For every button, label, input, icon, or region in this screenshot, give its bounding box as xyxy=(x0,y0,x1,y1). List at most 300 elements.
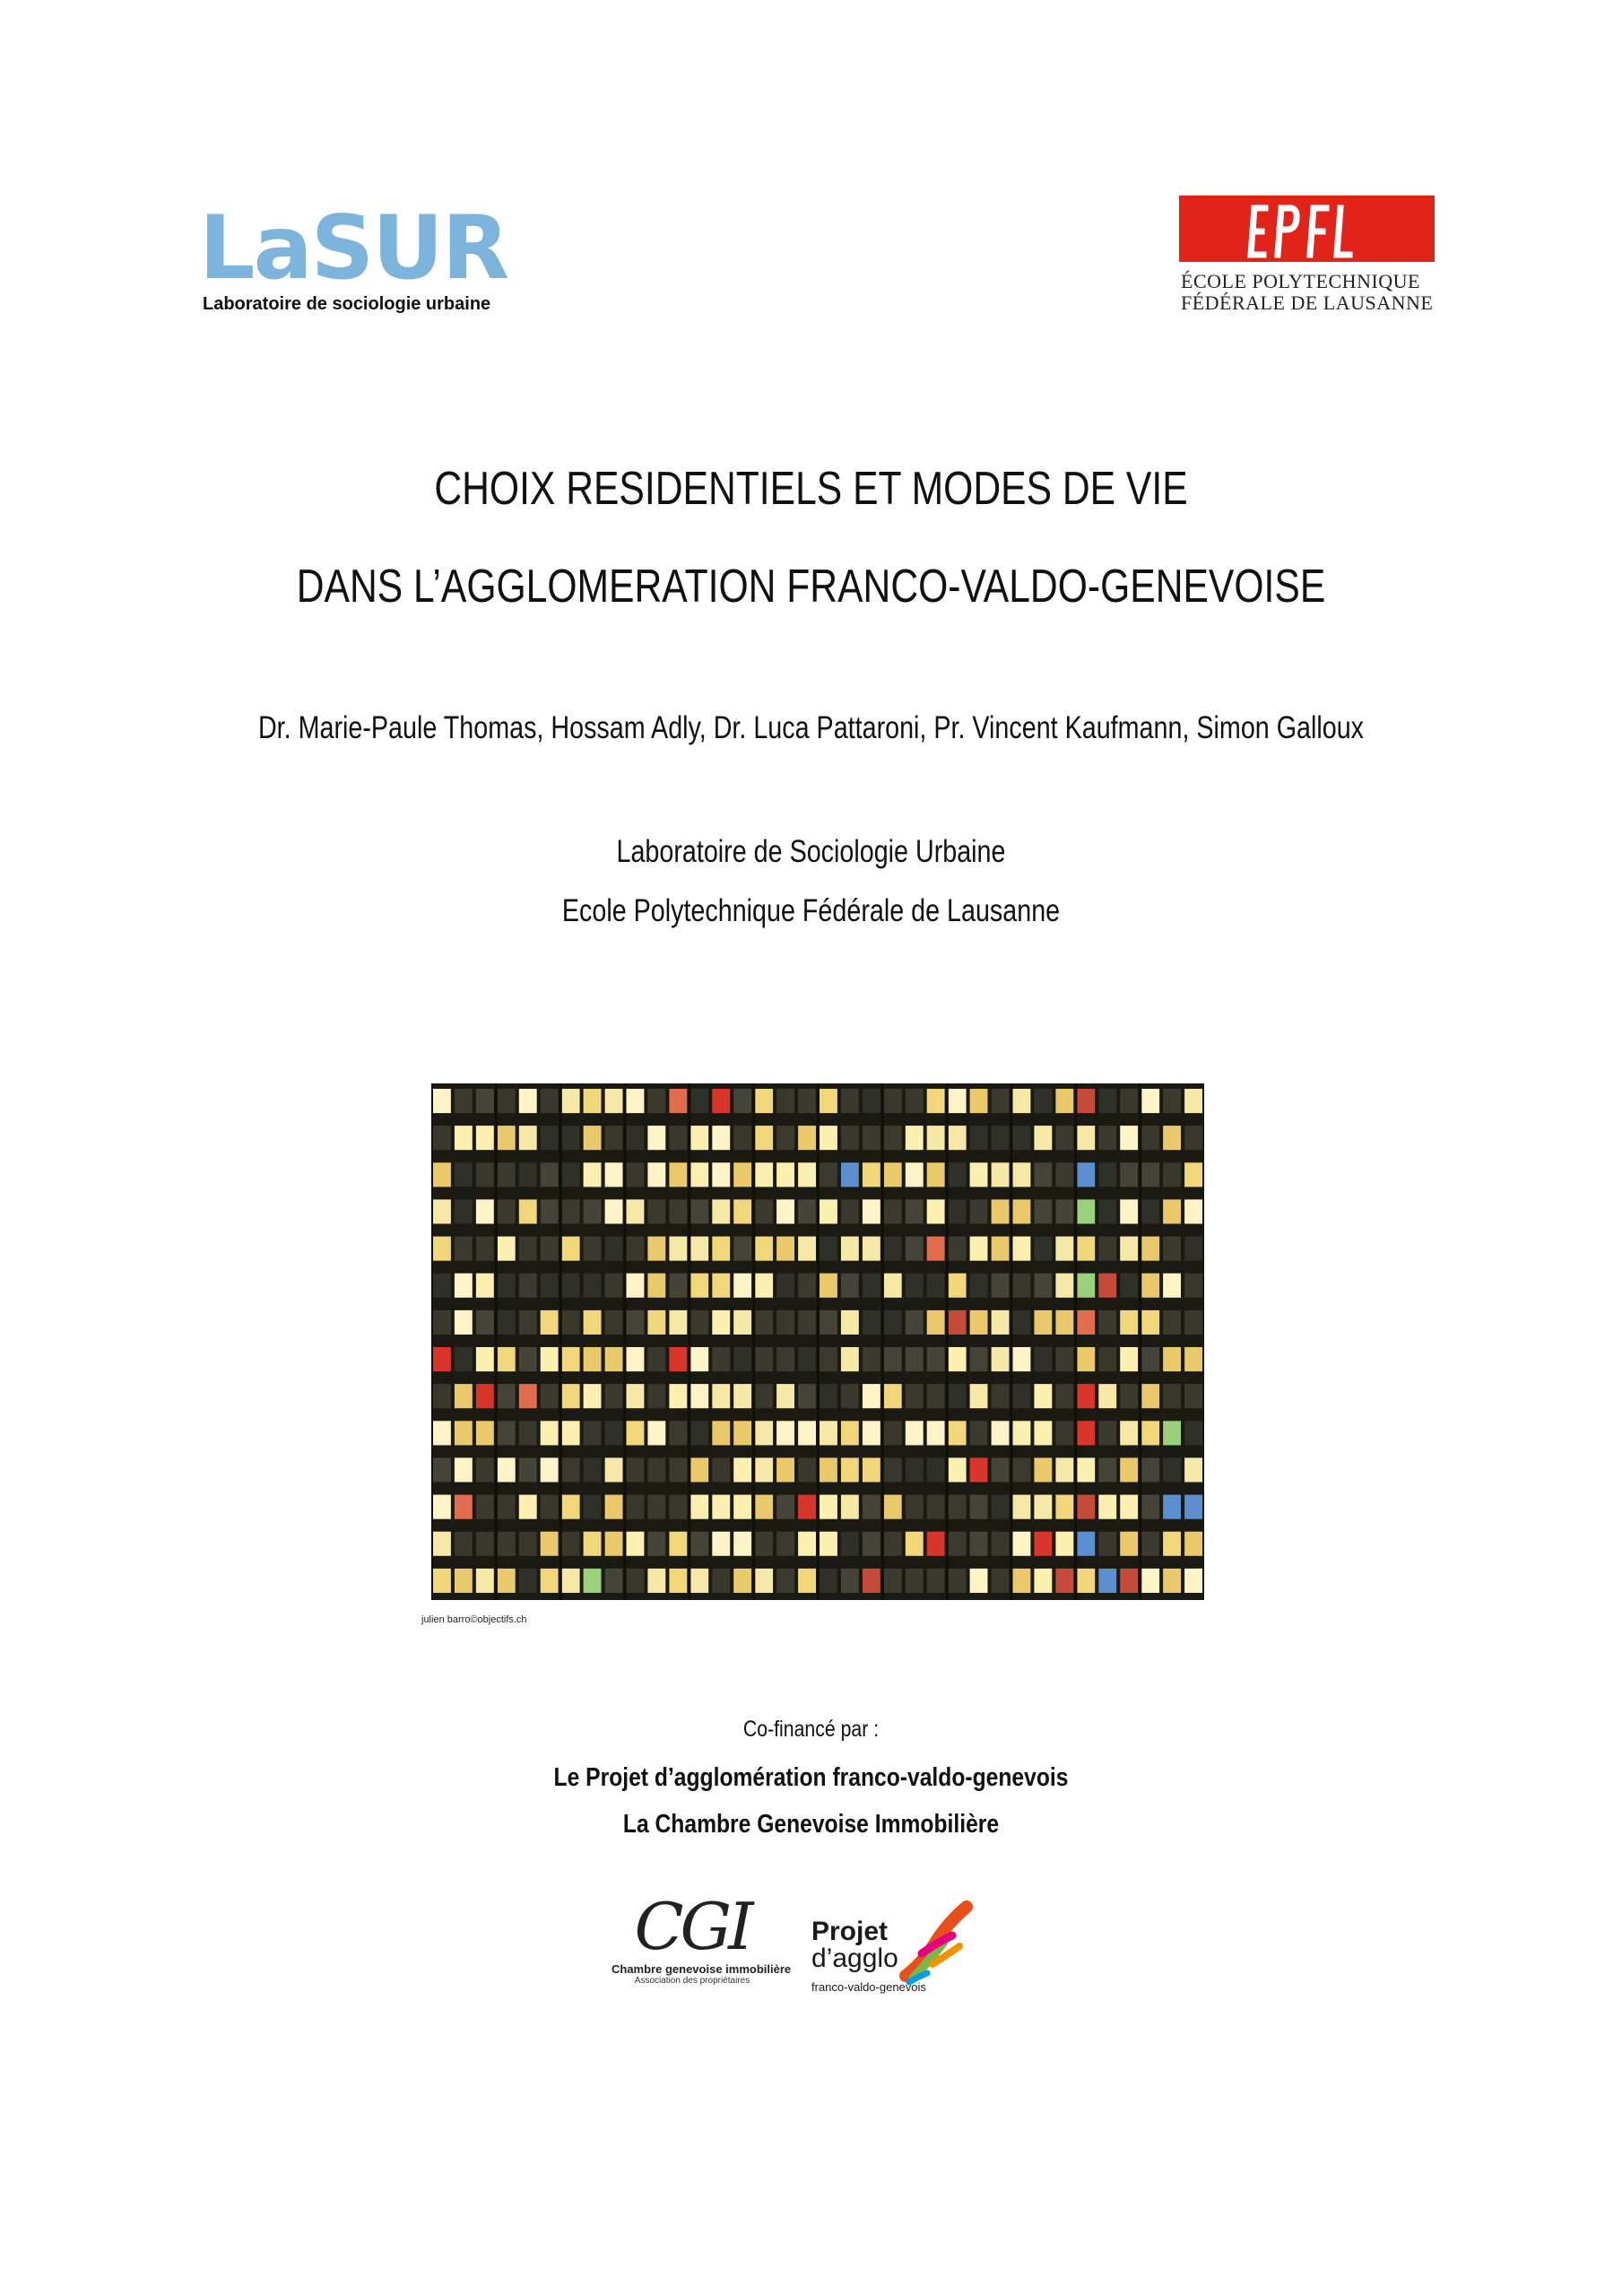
window-pane xyxy=(519,1457,537,1482)
window-pane xyxy=(1098,1237,1116,1261)
window-pane xyxy=(712,1274,730,1298)
window-pane xyxy=(1184,1495,1202,1519)
window-pane xyxy=(841,1199,859,1223)
window-pane xyxy=(1141,1347,1159,1371)
window-pane xyxy=(949,1237,967,1261)
window-pane xyxy=(690,1310,708,1335)
epfl-logo-mark xyxy=(1179,196,1435,262)
window-pane xyxy=(1163,1310,1181,1335)
window-pane xyxy=(884,1532,902,1556)
window-pane xyxy=(455,1421,473,1445)
window-pane xyxy=(733,1495,751,1519)
window-pane xyxy=(498,1089,516,1113)
window-pane xyxy=(755,1495,773,1519)
window-pane xyxy=(970,1569,988,1593)
window-pane xyxy=(970,1126,988,1150)
window-pane xyxy=(755,1199,773,1223)
window-pane xyxy=(992,1126,1010,1150)
window-pane xyxy=(455,1237,473,1261)
window-pane xyxy=(1013,1569,1031,1593)
window-pane xyxy=(1055,1199,1073,1223)
document-title-line2: DANS L’AGGLOMERATION FRANCO-VALDO-GENEVOISE xyxy=(296,561,1326,613)
window-pane xyxy=(733,1421,751,1445)
window-pane xyxy=(970,1199,988,1223)
window-pane xyxy=(733,1457,751,1482)
window-pane xyxy=(519,1274,537,1298)
window-pane xyxy=(647,1237,665,1261)
window-pane xyxy=(669,1495,687,1519)
facade-mullion xyxy=(1010,1083,1013,1600)
window-pane xyxy=(992,1310,1010,1335)
window-pane xyxy=(1034,1274,1052,1298)
window-pane xyxy=(820,1237,837,1261)
window-pane xyxy=(992,1274,1010,1298)
window-pane xyxy=(1184,1457,1202,1482)
window-pane xyxy=(1120,1199,1138,1223)
window-pane xyxy=(1013,1421,1031,1445)
window-pane xyxy=(498,1421,516,1445)
window-pane xyxy=(755,1237,773,1261)
window-pane xyxy=(733,1126,751,1150)
window-pane xyxy=(755,1532,773,1556)
window-pane xyxy=(1120,1237,1138,1261)
window-pane xyxy=(1120,1532,1138,1556)
facade-mullion xyxy=(559,1083,562,1600)
epfl-logo xyxy=(1179,196,1435,314)
window-pane xyxy=(433,1569,451,1593)
authors: Dr. Marie-Paule Thomas, Hossam Adly, Dr. Luca Pattaroni, Pr. Vincent Kaufmann, Simon Galloux xyxy=(257,710,1365,745)
window-pane xyxy=(519,1347,537,1371)
window-pane xyxy=(1120,1274,1138,1298)
window-pane xyxy=(1034,1162,1052,1187)
window-pane xyxy=(776,1495,794,1519)
window-pane xyxy=(970,1089,988,1113)
window-pane xyxy=(562,1532,580,1556)
window-pane xyxy=(863,1384,880,1408)
window-pane xyxy=(1013,1089,1031,1113)
window-pane xyxy=(1098,1089,1116,1113)
window-pane xyxy=(755,1126,773,1150)
window-pane xyxy=(627,1199,645,1223)
window-pane xyxy=(584,1162,602,1187)
window-pane xyxy=(1013,1495,1031,1519)
window-pane xyxy=(476,1569,494,1593)
window-pane xyxy=(1098,1495,1116,1519)
window-pane xyxy=(605,1569,623,1593)
window-pane xyxy=(562,1495,580,1519)
window-pane xyxy=(841,1421,859,1445)
window-pane xyxy=(906,1384,924,1408)
window-pane xyxy=(1163,1089,1181,1113)
window-pane xyxy=(690,1457,708,1482)
window-pane xyxy=(1034,1089,1052,1113)
lasur-logo-subtitle: Laboratoire de sociologie urbaine xyxy=(203,294,491,314)
window-pane xyxy=(605,1421,623,1445)
window-pane xyxy=(798,1089,816,1113)
window-pane xyxy=(519,1532,537,1556)
facade-mullion xyxy=(495,1083,498,1600)
window-pane xyxy=(647,1162,665,1187)
window-pane xyxy=(712,1457,730,1482)
window-pane xyxy=(455,1126,473,1150)
window-pane xyxy=(884,1199,902,1223)
window-pane xyxy=(690,1347,708,1371)
window-pane xyxy=(584,1089,602,1113)
window-pane xyxy=(1184,1274,1202,1298)
window-pane xyxy=(798,1274,816,1298)
window-pane xyxy=(863,1347,880,1371)
window-pane xyxy=(927,1199,945,1223)
window-pane xyxy=(562,1421,580,1445)
window-pane xyxy=(906,1569,924,1593)
window-pane xyxy=(605,1457,623,1482)
window-pane xyxy=(1184,1237,1202,1261)
window-pane xyxy=(820,1126,837,1150)
window-pane xyxy=(562,1457,580,1482)
window-pane xyxy=(690,1421,708,1445)
window-pane xyxy=(712,1384,730,1408)
window-pane xyxy=(605,1199,623,1223)
window-pane xyxy=(627,1457,645,1482)
window-pane xyxy=(562,1162,580,1187)
window-pane xyxy=(1141,1126,1159,1150)
window-pane xyxy=(1055,1532,1073,1556)
window-pane xyxy=(1077,1237,1095,1261)
window-pane xyxy=(1098,1569,1116,1593)
window-pane xyxy=(541,1421,559,1445)
window-pane xyxy=(1098,1347,1116,1371)
window-pane xyxy=(1013,1384,1031,1408)
window-pane xyxy=(647,1199,665,1223)
window-pane xyxy=(433,1199,451,1223)
window-pane xyxy=(1184,1310,1202,1335)
facade-mullion xyxy=(946,1083,949,1600)
window-pane xyxy=(627,1274,645,1298)
window-pane xyxy=(498,1532,516,1556)
window-pane xyxy=(433,1162,451,1187)
window-pane xyxy=(841,1457,859,1482)
window-pane xyxy=(519,1495,537,1519)
window-pane xyxy=(584,1532,602,1556)
window-pane xyxy=(733,1199,751,1223)
window-pane xyxy=(1163,1347,1181,1371)
window-pane xyxy=(798,1310,816,1335)
window-pane xyxy=(1184,1199,1202,1223)
window-pane xyxy=(1120,1457,1138,1482)
facade-mullion xyxy=(688,1083,690,1600)
window-pane xyxy=(455,1532,473,1556)
window-pane xyxy=(884,1384,902,1408)
cgi-logo-name: Chambre genevoise immobilière xyxy=(612,1962,792,1976)
window-pane xyxy=(584,1347,602,1371)
window-pane xyxy=(755,1384,773,1408)
window-pane xyxy=(562,1569,580,1593)
window-pane xyxy=(755,1457,773,1482)
window-pane xyxy=(906,1274,924,1298)
window-pane xyxy=(669,1457,687,1482)
window-pane xyxy=(1141,1199,1159,1223)
window-pane xyxy=(906,1310,924,1335)
window-pane xyxy=(1034,1421,1052,1445)
window-pane xyxy=(562,1237,580,1261)
window-pane xyxy=(841,1495,859,1519)
epfl-logo-letters-icon xyxy=(1179,196,1435,262)
window-pane xyxy=(798,1495,816,1519)
window-pane xyxy=(476,1384,494,1408)
window-pane xyxy=(1055,1495,1073,1519)
window-pane xyxy=(498,1347,516,1371)
window-pane xyxy=(1055,1162,1073,1187)
window-pane xyxy=(841,1532,859,1556)
window-pane xyxy=(970,1237,988,1261)
window-pane xyxy=(519,1199,537,1223)
window-pane xyxy=(498,1310,516,1335)
window-pane xyxy=(820,1421,837,1445)
window-pane xyxy=(798,1421,816,1445)
window-pane xyxy=(884,1162,902,1187)
window-pane xyxy=(712,1347,730,1371)
cofinance-label: Co-financé par : xyxy=(742,1717,880,1742)
window-pane xyxy=(776,1162,794,1187)
window-pane xyxy=(1098,1310,1116,1335)
window-pane xyxy=(992,1421,1010,1445)
window-pane xyxy=(884,1089,902,1113)
window-pane xyxy=(1184,1162,1202,1187)
window-pane xyxy=(627,1126,645,1150)
window-pane xyxy=(1141,1532,1159,1556)
window-pane xyxy=(820,1274,837,1298)
window-pane xyxy=(863,1310,880,1335)
window-pane xyxy=(863,1126,880,1150)
window-pane xyxy=(798,1569,816,1593)
window-pane xyxy=(863,1237,880,1261)
window-pane xyxy=(755,1274,773,1298)
window-pane xyxy=(1098,1126,1116,1150)
window-pane xyxy=(476,1162,494,1187)
window-pane xyxy=(841,1089,859,1113)
window-pane xyxy=(669,1199,687,1223)
window-pane xyxy=(519,1384,537,1408)
window-pane xyxy=(1077,1347,1095,1371)
window-pane xyxy=(1055,1569,1073,1593)
window-pane xyxy=(1013,1532,1031,1556)
facade-mullion xyxy=(817,1083,820,1600)
window-pane xyxy=(498,1384,516,1408)
window-pane xyxy=(1163,1162,1181,1187)
window-pane xyxy=(455,1162,473,1187)
window-pane xyxy=(1034,1237,1052,1261)
window-pane xyxy=(884,1126,902,1150)
epfl-logo-line1: ÉCOLE POLYTECHNIQUE xyxy=(1181,270,1420,292)
window-pane xyxy=(841,1274,859,1298)
window-pane xyxy=(498,1126,516,1150)
window-pane xyxy=(690,1126,708,1150)
window-pane xyxy=(1034,1532,1052,1556)
window-pane xyxy=(755,1347,773,1371)
window-pane xyxy=(970,1532,988,1556)
window-pane xyxy=(1098,1384,1116,1408)
window-pane xyxy=(992,1237,1010,1261)
window-pane xyxy=(712,1126,730,1150)
window-pane xyxy=(927,1237,945,1261)
window-pane xyxy=(584,1126,602,1150)
window-pane xyxy=(605,1162,623,1187)
window-pane xyxy=(605,1126,623,1150)
window-pane xyxy=(455,1495,473,1519)
window-pane xyxy=(776,1421,794,1445)
projet-agglo-logo xyxy=(811,1900,991,1998)
window-pane xyxy=(884,1310,902,1335)
window-pane xyxy=(992,1089,1010,1113)
window-pane xyxy=(519,1162,537,1187)
window-pane xyxy=(647,1569,665,1593)
window-pane xyxy=(1120,1310,1138,1335)
window-pane xyxy=(433,1532,451,1556)
window-pane xyxy=(605,1089,623,1113)
window-pane xyxy=(541,1310,559,1335)
window-pane xyxy=(927,1495,945,1519)
institution-line2: Ecole Polytechnique Fédérale de Lausanne xyxy=(561,893,1061,928)
window-pane xyxy=(1098,1532,1116,1556)
window-pane xyxy=(1120,1126,1138,1150)
window-pane xyxy=(970,1495,988,1519)
window-pane xyxy=(927,1421,945,1445)
institution-line1: Laboratoire de Sociologie Urbaine xyxy=(616,834,1006,869)
window-pane xyxy=(627,1347,645,1371)
window-pane xyxy=(541,1457,559,1482)
window-pane xyxy=(1077,1126,1095,1150)
window-pane xyxy=(476,1532,494,1556)
window-pane xyxy=(970,1162,988,1187)
window-pane xyxy=(949,1495,967,1519)
window-pane xyxy=(476,1089,494,1113)
window-pane xyxy=(647,1495,665,1519)
window-pane xyxy=(1163,1495,1181,1519)
window-pane xyxy=(820,1310,837,1335)
window-pane xyxy=(884,1237,902,1261)
window-pane xyxy=(455,1274,473,1298)
window-pane xyxy=(669,1089,687,1113)
window-pane xyxy=(498,1199,516,1223)
window-pane xyxy=(798,1384,816,1408)
window-pane xyxy=(906,1495,924,1519)
agglo-swoosh-icon xyxy=(897,1900,986,1985)
window-pane xyxy=(669,1126,687,1150)
window-pane xyxy=(627,1569,645,1593)
lasur-logo-word: LaSUR xyxy=(199,197,508,300)
window-pane xyxy=(1184,1532,1202,1556)
window-pane xyxy=(562,1199,580,1223)
window-pane xyxy=(605,1237,623,1261)
window-pane xyxy=(519,1089,537,1113)
window-pane xyxy=(1141,1421,1159,1445)
window-pane xyxy=(755,1569,773,1593)
window-pane xyxy=(927,1126,945,1150)
window-pane xyxy=(1034,1126,1052,1150)
window-pane xyxy=(798,1347,816,1371)
window-pane xyxy=(949,1310,967,1335)
window-pane xyxy=(476,1126,494,1150)
window-pane xyxy=(733,1384,751,1408)
window-pane xyxy=(433,1347,451,1371)
window-pane xyxy=(584,1199,602,1223)
window-pane xyxy=(992,1532,1010,1556)
window-pane xyxy=(712,1421,730,1445)
window-pane xyxy=(1098,1457,1116,1482)
window-pane xyxy=(669,1162,687,1187)
window-pane xyxy=(733,1569,751,1593)
window-pane xyxy=(690,1384,708,1408)
window-pane xyxy=(605,1532,623,1556)
window-pane xyxy=(1013,1162,1031,1187)
window-pane xyxy=(906,1237,924,1261)
window-pane xyxy=(755,1421,773,1445)
window-pane xyxy=(647,1532,665,1556)
window-pane xyxy=(1034,1457,1052,1482)
window-pane xyxy=(455,1199,473,1223)
lasur-logo xyxy=(199,197,508,315)
window-pane xyxy=(970,1274,988,1298)
window-pane xyxy=(841,1126,859,1150)
window-pane xyxy=(1077,1199,1095,1223)
window-pane xyxy=(541,1532,559,1556)
funder-agglo: Le Projet d’agglomération franco-valdo-genevois xyxy=(553,1763,1069,1792)
window-pane xyxy=(605,1274,623,1298)
window-pane xyxy=(820,1089,837,1113)
window-pane xyxy=(476,1237,494,1261)
window-pane xyxy=(519,1421,537,1445)
window-pane xyxy=(1077,1384,1095,1408)
window-pane xyxy=(927,1347,945,1371)
window-pane xyxy=(949,1274,967,1298)
window-pane xyxy=(992,1199,1010,1223)
window-pane xyxy=(1163,1421,1181,1445)
cgi-logo-subtitle: Association des propriétaires xyxy=(634,1976,750,1986)
window-pane xyxy=(1013,1274,1031,1298)
window-pane xyxy=(1098,1199,1116,1223)
window-pane xyxy=(1120,1089,1138,1113)
window-pane xyxy=(863,1089,880,1113)
window-pane xyxy=(755,1162,773,1187)
window-pane xyxy=(541,1495,559,1519)
window-pane xyxy=(1163,1274,1181,1298)
window-pane xyxy=(776,1310,794,1335)
window-pane xyxy=(1013,1199,1031,1223)
window-pane xyxy=(605,1347,623,1371)
window-pane xyxy=(798,1126,816,1150)
window-pane xyxy=(562,1089,580,1113)
window-pane xyxy=(1184,1384,1202,1408)
window-pane xyxy=(1163,1384,1181,1408)
window-pane xyxy=(906,1457,924,1482)
window-pane xyxy=(1013,1237,1031,1261)
window-pane xyxy=(1184,1421,1202,1445)
window-pane xyxy=(1184,1569,1202,1593)
window-pane xyxy=(884,1495,902,1519)
window-pane xyxy=(1184,1126,1202,1150)
window-pane xyxy=(647,1421,665,1445)
window-pane xyxy=(884,1457,902,1482)
window-pane xyxy=(906,1347,924,1371)
window-pane xyxy=(1055,1310,1073,1335)
window-pane xyxy=(584,1457,602,1482)
window-pane xyxy=(690,1162,708,1187)
window-pane xyxy=(433,1495,451,1519)
window-pane xyxy=(712,1569,730,1593)
window-pane xyxy=(562,1126,580,1150)
window-pane xyxy=(690,1569,708,1593)
window-pane xyxy=(884,1421,902,1445)
